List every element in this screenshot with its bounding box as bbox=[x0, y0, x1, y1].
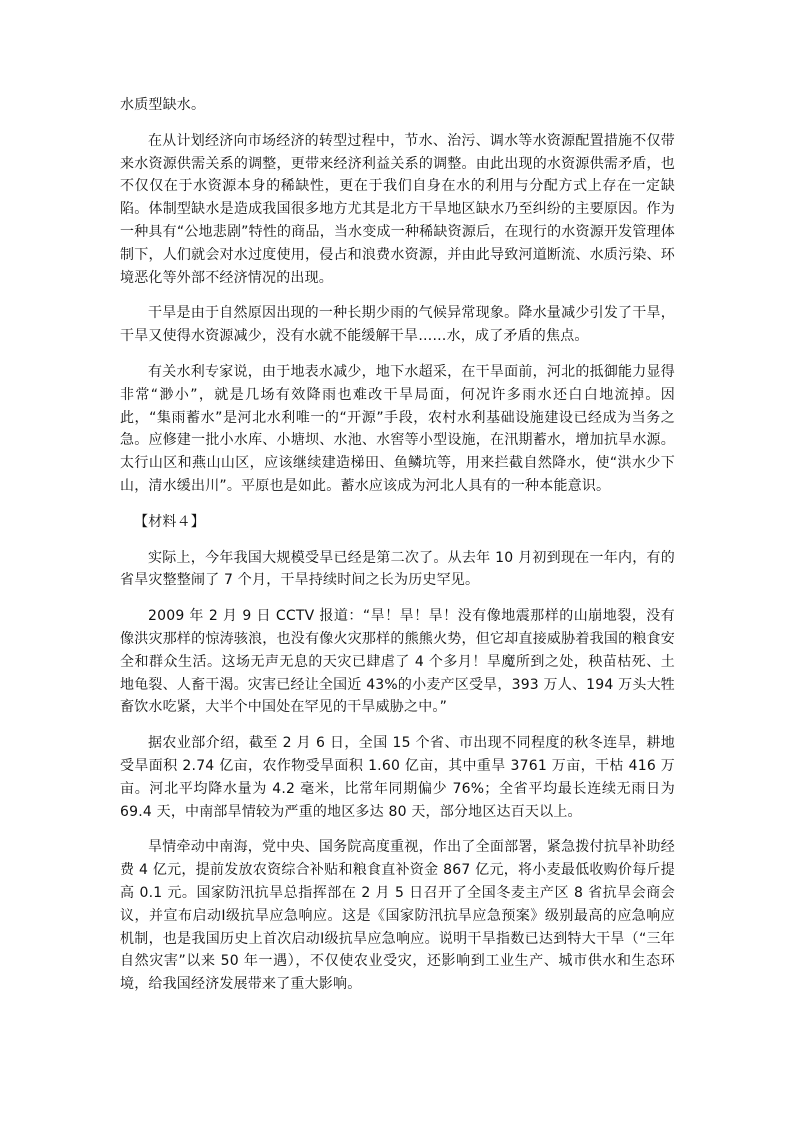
paragraph-drought-definition: 干旱是由于自然原因出现的一种长期少雨的气候异常现象。降水量减少引发了干旱，干旱又使得水资源减少，没有水就不能缓解干旱……水，成了矛盾的焦点。 bbox=[120, 305, 675, 345]
paragraph-agriculture-ministry: 据农业部介绍，截至 2 月 6 日，全国 15 个省、市出现不同程度的秋冬连旱，耕地受旱面积 2.74 亿亩，农作物受旱面积 1.60 亿亩，其中重旱 3761 万亩，干枯 416 万亩。河北平均降水量为 4.2 毫米，比常年同期偏少 76%；全省平均最长连续无雨日为 69.4 天，中南部旱情较为严重的地区多达 80 天，部分地区达百天以上。 bbox=[120, 735, 675, 820]
paragraph-continuation: 水质型缺水。 bbox=[120, 97, 206, 113]
paragraph-expert-opinion: 有关水利专家说，由于地表水减少，地下水超采，在干旱面前，河北的抵御能力显得非常“渺小”，就是几场有效降雨也难改干旱局面，何况许多雨水还白白地流掉。因此，“集雨蓄水”是河北水利唯一的“开源”手段，农村水利基础设施建设已经成为当务之急。应修建一批小水库、小塘坝、水池、水窖等小型设施，在汛期蓄水，增加抗旱水源。太行山区和燕山山区，应该继续建造梯田、鱼鳞坑等，用来拦截自然降水，使“洪水少下山，清水缓出川”。平原也是如此。蓄水应该成为河北人具有的一种本能意识。 bbox=[120, 363, 675, 494]
paragraph-second-drought: 实际上，今年我国大规模受旱已经是第二次了。从去年 10 月初到现在一年内，有的省旱灾整整闹了 7 个月，干旱持续时间之长为历史罕见。 bbox=[120, 549, 675, 589]
paragraph-government-response: 旱情牵动中南海，党中央、国务院高度重视，作出了全面部署，紧急拨付抗旱补助经费 4 亿元，提前发放农资综合补贴和粮食直补资金 867 亿元，将小麦最低收购价每斤提高 0.1 元。国家防汛抗旱总指挥部在 2 月 5 日召开了全国冬麦主产区 8 省抗旱会商会议，并宣布启动Ⅰ级抗旱应急响应。这是《国家防汛抗旱应急预案》级别最高的应急响应机制，也是我国历史上首次启动Ⅰ级抗旱应急响应。说明干旱指数已达到特大干旱（“三年自然灾害”以来 50 年一遇），不仅使农业受灾，还影响到工业生产、城市供水和生态环境，给我国经济发展带来了重大影响。 bbox=[120, 839, 675, 993]
section-heading-material-4: 【材料４】 bbox=[134, 513, 205, 530]
paragraph-system-water-shortage: 在从计划经济向市场经济的转型过程中，节水、治污、调水等水资源配置措施不仅带来水资源供需关系的调整，更带来经济利益关系的调整。由此出现的水资源供需矛盾，也不仅仅在于水资源本身的稀缺性，更在于我们自身在水的利用与分配方式上存在一定缺陷。体制型缺水是造成我国很多地方尤其是北方干旱地区缺水乃至纠纷的主要原因。作为一种具有“公地悲剧”特性的商品，当水变成一种稀缺资源后，在现行的水资源开发管理体制下，人们就会对水过度使用，侵占和浪费水资源，并由此导致河道断流、水质污染、环境恶化等外部不经济情况的出现。 bbox=[120, 132, 675, 286]
paragraph-cctv-report: 2009 年 2 月 9 日 CCTV 报道：“旱！旱！旱！没有像地震那样的山崩地裂，没有像洪灾那样的惊涛骇浪，也没有像火灾那样的熊熊火势，但它却直接威胁着我国的粮食安全和群众生活。这场无声无息的天灾已肆虐了 4 个多月！旱魔所到之处，秧苗枯死、土地龟裂、人畜干渴。灾害已经让全国近 43%的小麦产区受旱，393 万人、194 万头大牲畜饮水吃紧，大半个中国处在罕见的干旱威胁之中。” bbox=[120, 608, 675, 716]
document-page bbox=[120, 94, 675, 996]
